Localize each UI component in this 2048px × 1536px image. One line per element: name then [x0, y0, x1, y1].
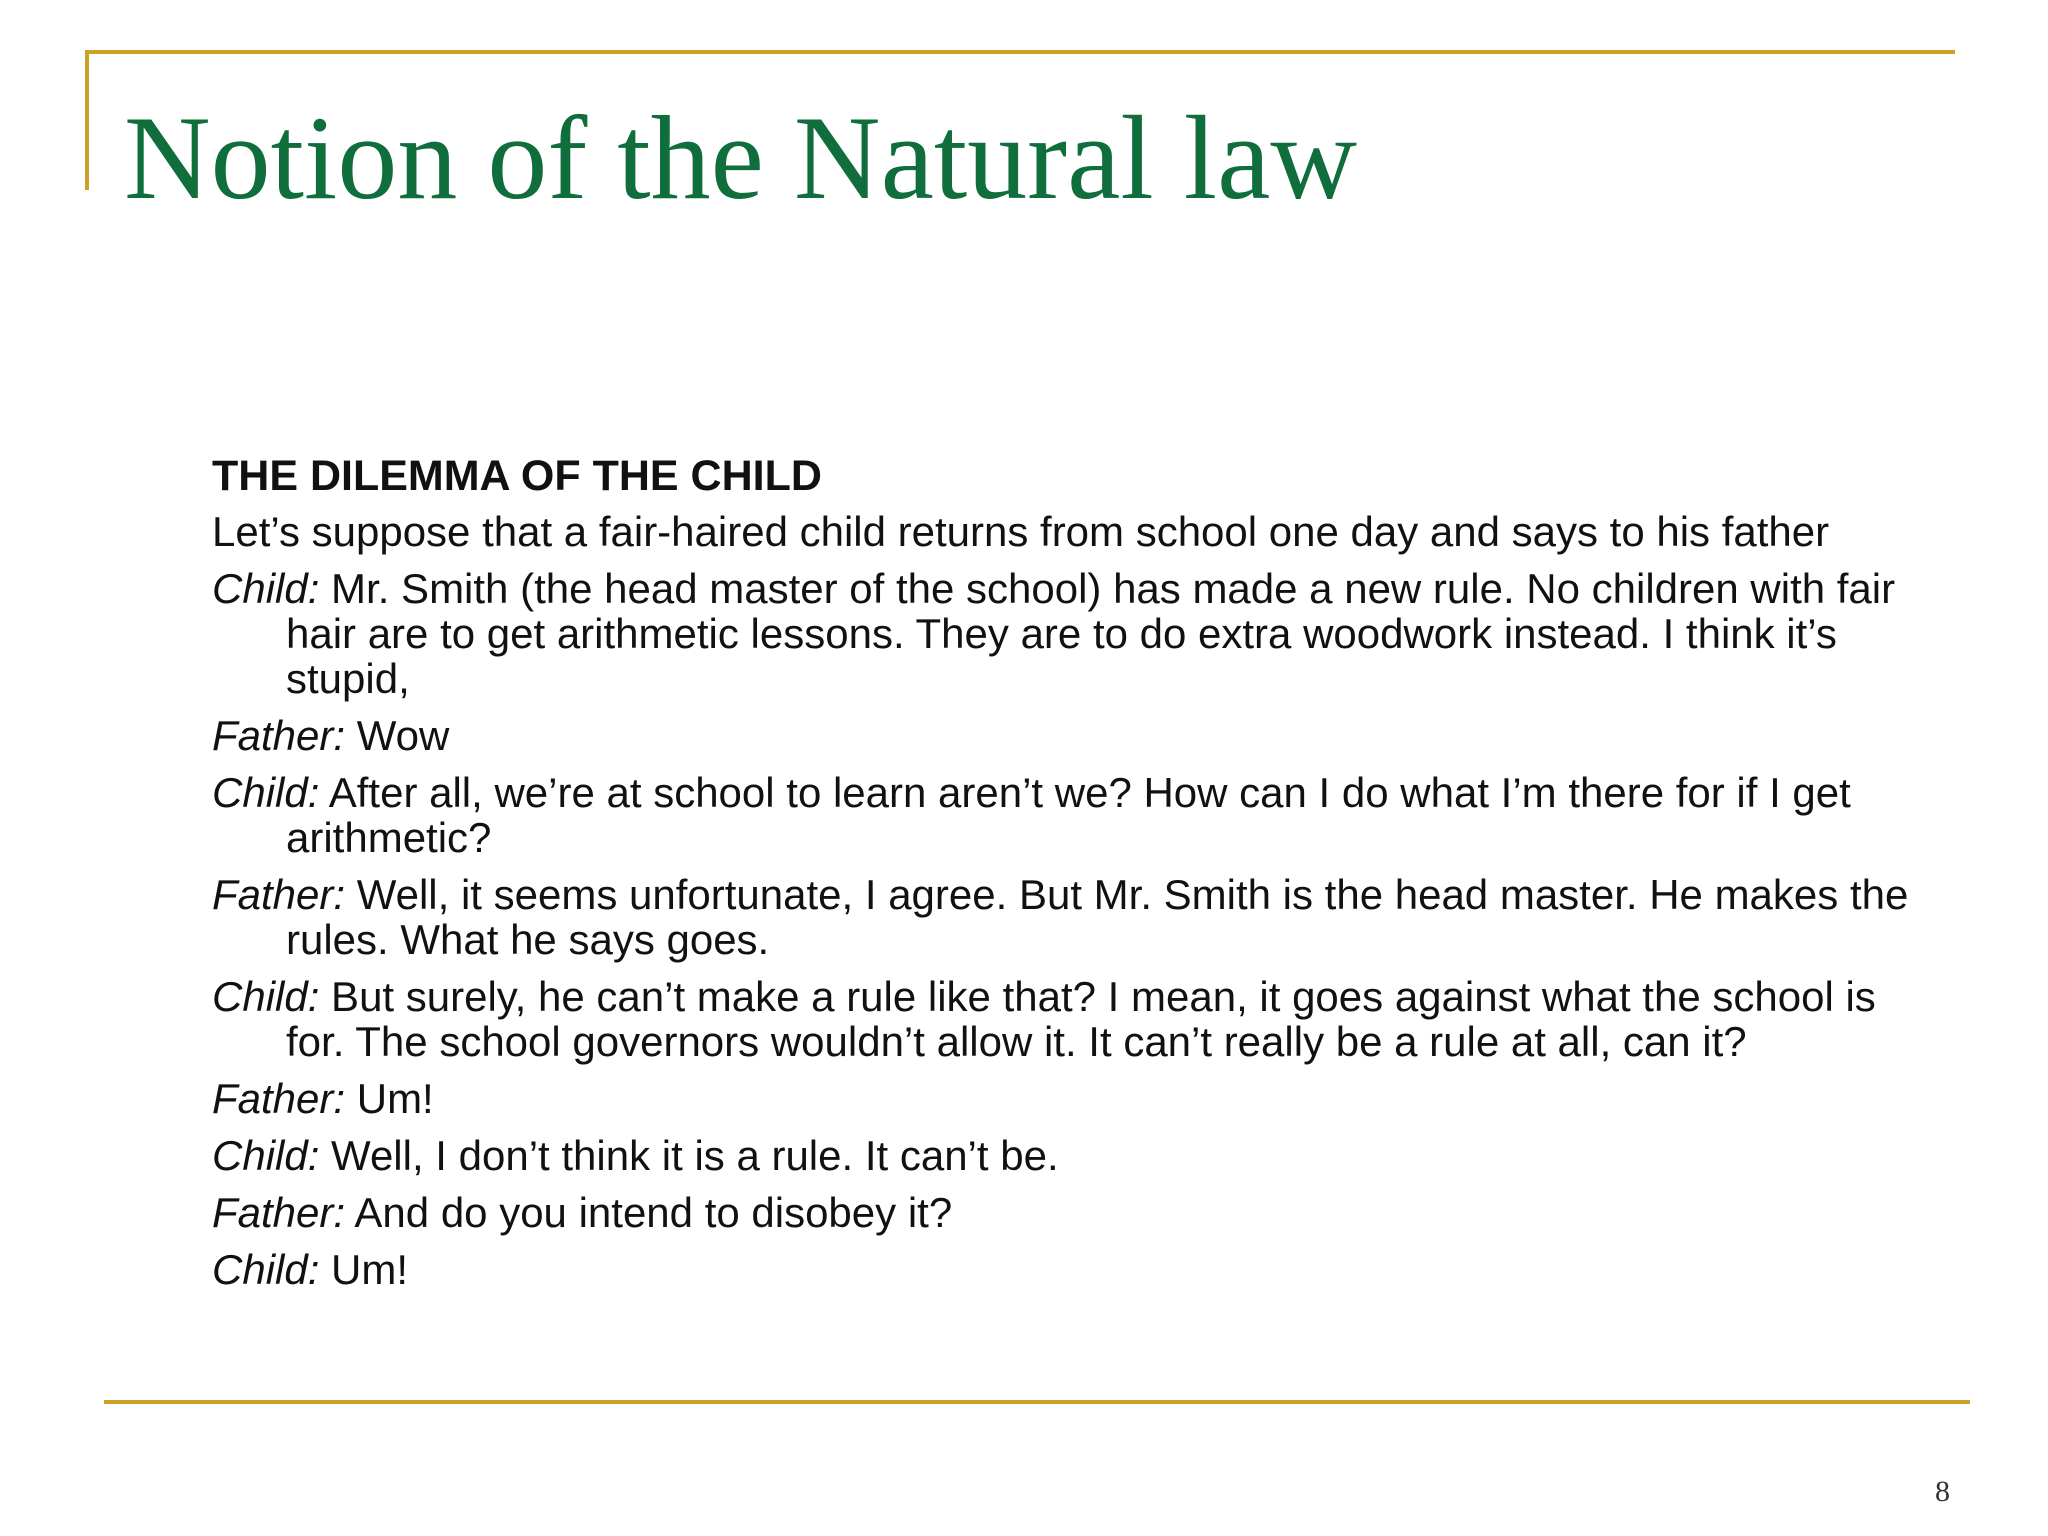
dialogue-line — [212, 1190, 1932, 1235]
slide-body — [212, 453, 1932, 1304]
dialogue-line — [212, 1247, 1932, 1292]
speaker-label: Child: — [212, 769, 320, 816]
dialogue-text: Wow — [345, 712, 450, 759]
dialogue-text: Um! — [319, 1246, 409, 1293]
speaker-label: Father: — [212, 1189, 346, 1236]
dialogue-text: After all, we’re at school to learn aren’t we? How can I do what I’m there for if I get arithmetic? — [286, 769, 1851, 861]
speaker-label: Father: — [212, 871, 346, 918]
speaker-label: Father: — [212, 712, 346, 759]
dialogue-line — [212, 1133, 1932, 1178]
dialogue-line — [212, 566, 1932, 701]
dialogue-text: But surely, he can’t make a rule like that? I mean, it goes against what the school is for. The school governors wouldn’t allow it. It can’t really be a rule at all, can it? — [286, 973, 1876, 1065]
dialogue-line — [212, 713, 1932, 758]
speaker-label: Child: — [212, 565, 320, 612]
section-heading: THE DILEMMA OF THE CHILD — [212, 452, 822, 500]
bottom-rule — [104, 1400, 1970, 1404]
dialogue-text: Um! — [345, 1075, 434, 1122]
intro-paragraph: Let’s suppose that a fair-haired child returns from school one day and says to his father — [212, 508, 1830, 555]
speaker-label: Child: — [212, 1246, 320, 1293]
dialogue-text: Well, I don’t think it is a rule. It can’t be. — [319, 1132, 1059, 1179]
top-rule — [85, 50, 1955, 54]
speaker-label: Child: — [212, 973, 320, 1020]
dialogue-line — [212, 1076, 1932, 1121]
slide-title: Notion of the Natural law — [124, 91, 1357, 224]
dialogue-line — [212, 872, 1932, 962]
dialogue-text: And do you intend to disobey it? — [345, 1189, 953, 1236]
page-number: 8 — [1935, 1475, 1950, 1508]
dialogue-text: Well, it seems unfortunate, I agree. But Mr. Smith is the head master. He makes the rules. What he says goes. — [286, 871, 1909, 963]
dialogue-line — [212, 974, 1932, 1064]
speaker-label: Child: — [212, 1132, 320, 1179]
dialogue-line — [212, 770, 1932, 860]
speaker-label: Father: — [212, 1075, 346, 1122]
dialogue-text: Mr. Smith (the head master of the school) has made a new rule. No children with fair hair are to get arithmetic lessons. They are to do extra woodwork instead. I think it’s stupid, — [286, 565, 1896, 702]
left-rule — [85, 50, 89, 190]
